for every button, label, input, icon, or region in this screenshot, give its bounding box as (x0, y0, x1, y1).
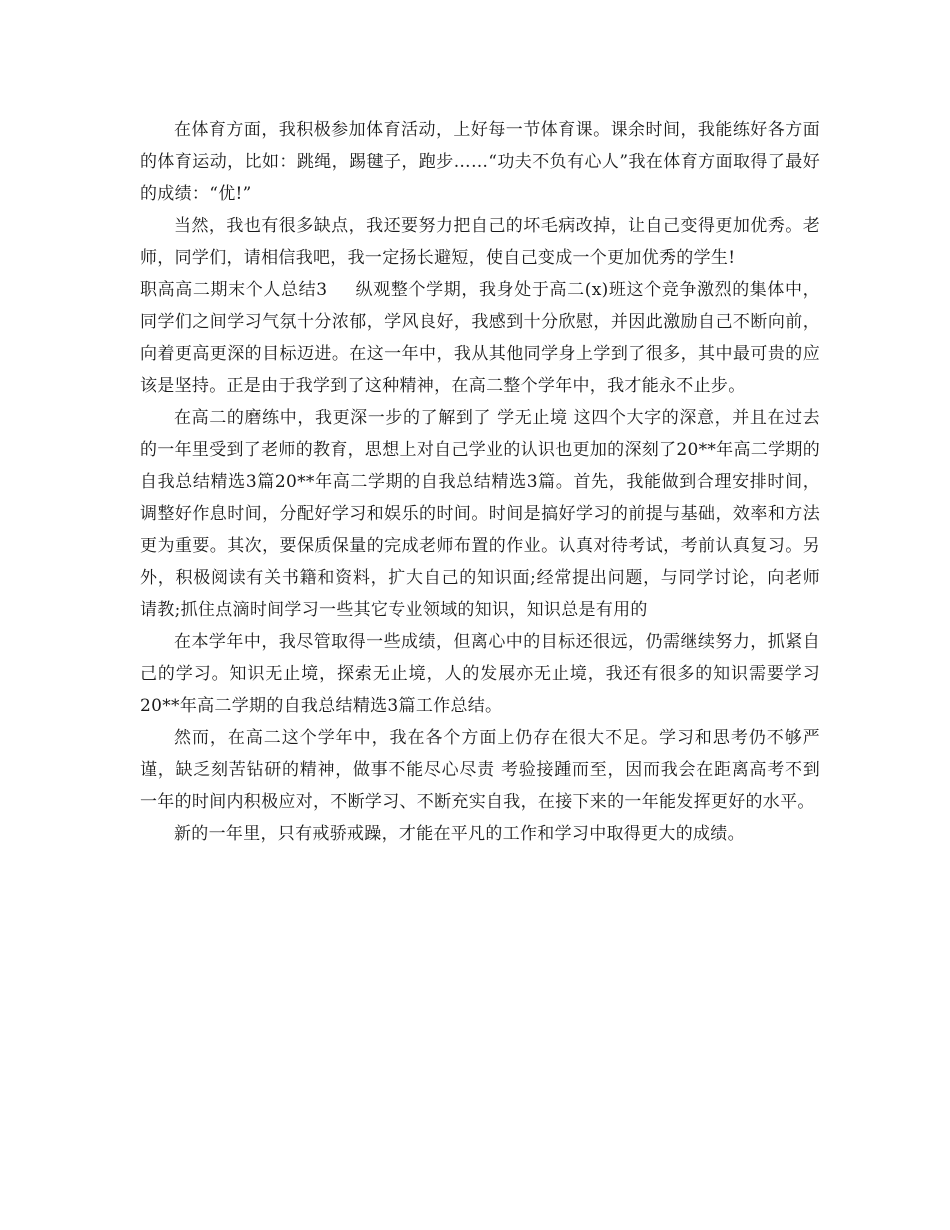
paragraph-study-methods: 在高二的磨练中，我更深一步的了解到了 学无止境 这四个大字的深意，并且在过去的一年里受到了老师的教育，思想上对自己学业的认识也更加的深刻了20**年高二学期的自我总结精选3篇20**年高二学期的自我总结精选3篇。首先，我能做到合理安排时间，调整好作息时间，分配好学习和娱乐的时间。时间是搞好学习的前提与基础，效率和方法更为重要。其次，要保质保量的完成老师布置的作业。认真对待考试，考前认真复习。另外，积极阅读有关书籍和资料，扩大自己的知识面;经常提出问题，与同学讨论，向老师请教;抓住点滴时间学习一些其它专业领域的知识，知识总是有用的 (140, 408, 820, 620)
paragraph-weaknesses: 然而，在高二这个学年中，我在各个方面上仍存在很大不足。学习和思考仍不够严谨，缺乏刻苦钻研的精神，做事不能尽心尽责 考验接踵而至，因而我会在距离高考不到一年的时间内积极应对，不断学习、不断充实自我，在接下来的一年能发挥更好的水平。 (140, 728, 820, 812)
paragraph-achievements: 在本学年中，我尽管取得一些成绩，但离心中的目标还很远，仍需继续努力，抓紧自己的学习。知识无止境，探索无止境，人的发展亦无止境，我还有很多的知识需要学习20**年高二学期的自我总结精选3篇工作总结。 (140, 632, 820, 716)
paragraph-shortcomings: 当然，我也有很多缺点，我还要努力把自己的坏毛病改掉，让自己变得更加优秀。老师，同学们，请相信我吧，我一定扬长避短，使自己变成一个更加优秀的学生! (140, 216, 820, 268)
section-title: 职高高二期末个人总结3 (140, 280, 328, 300)
paragraph-sports: 在体育方面，我积极参加体育活动，上好每一节体育课。课余时间，我能练好各方面的体育运动，比如：跳绳，踢毽子，跑步……“功夫不负有心人”我在体育方面取得了最好的成绩：“优!” (140, 120, 820, 204)
section-paragraph (140, 274, 820, 402)
document-body (140, 114, 820, 850)
paragraph-conclusion: 新的一年里，只有戒骄戒躁，才能在平凡的工作和学习中取得更大的成绩。 (174, 824, 745, 844)
section-lead-text: 纵观整个学期，我身处于高二(x)班这个竞争激烈的集体中，同学们之间学习气氛十分浓郁，学风良好，我感到十分欣慰，并因此激励自己不断向前，向着更高更深的目标迈进。在这一年中，我从其他同学身上学到了很多，其中最可贵的应该是坚持。正是由于我学到了这种精神，在高二整个学年中，我才能永不止步。 (140, 280, 820, 396)
